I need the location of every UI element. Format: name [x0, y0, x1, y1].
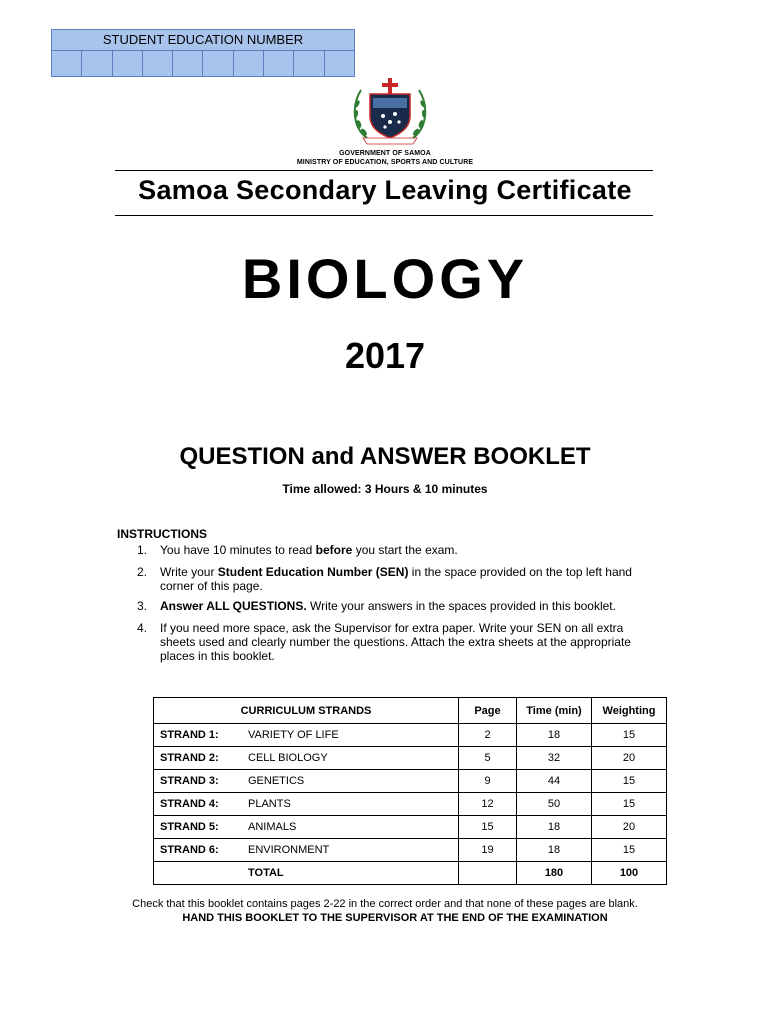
instruction-number: 1.: [137, 543, 148, 557]
strand-time: 44: [517, 770, 592, 793]
strand-name: VARIETY OF LIFE: [245, 724, 459, 747]
total-blank: [154, 862, 246, 885]
strand-page: 12: [459, 793, 517, 816]
subject-title: BIOLOGY: [241, 247, 529, 310]
table-row: [154, 839, 667, 862]
total-page: [459, 862, 517, 885]
strand-label: STRAND 2:: [154, 747, 246, 770]
strand-page: 9: [459, 770, 517, 793]
strand-time: 18: [517, 839, 592, 862]
page-check-note: Check that this booklet contains pages 2-22 in the correct order and that none of these pages are blank.: [132, 898, 638, 910]
table-header-row: [154, 698, 667, 724]
sen-digit-cell[interactable]: [82, 51, 112, 76]
instruction-text: Answer ALL QUESTIONS. Write your answers in the spaces provided in this booklet.: [160, 599, 616, 613]
strand-weighting: 15: [592, 724, 667, 747]
strand-time: 18: [517, 724, 592, 747]
header-weighting: Weighting: [592, 698, 667, 724]
table-row: [154, 816, 667, 839]
total-label: TOTAL: [245, 862, 459, 885]
top-rule: [115, 170, 653, 171]
sen-digit-cell[interactable]: [52, 51, 82, 76]
strand-time: 50: [517, 793, 592, 816]
strand-name: CELL BIOLOGY: [245, 747, 459, 770]
booklet-title: QUESTION and ANSWER BOOKLET: [179, 443, 591, 470]
strand-name: GENETICS: [245, 770, 459, 793]
instruction-number: 4.: [137, 621, 148, 635]
sen-digit-cell[interactable]: [143, 51, 173, 76]
bottom-rule: [115, 215, 653, 216]
sen-cells: [52, 51, 354, 76]
strand-label: STRAND 1:: [154, 724, 246, 747]
header-curriculum-strands: CURRICULUM STRANDS: [154, 698, 459, 724]
strand-weighting: 20: [592, 816, 667, 839]
instruction-number: 3.: [137, 599, 148, 613]
table-total-row: [154, 862, 667, 885]
strand-label: STRAND 5:: [154, 816, 246, 839]
strand-weighting: 15: [592, 770, 667, 793]
samoa-coat-of-arms-emblem-icon: [345, 76, 435, 146]
instruction-text: If you need more space, ask the Supervisor for extra paper. Write your SEN on all extra sheets used and clearly number the questions. Attach the extra sheets at the appropriate places in this booklet.: [160, 621, 631, 663]
time-allowed: Time allowed: 3 Hours & 10 minutes: [282, 482, 488, 496]
strand-page: 15: [459, 816, 517, 839]
total-weighting: 100: [592, 862, 667, 885]
table-row: [154, 747, 667, 770]
sen-digit-cell[interactable]: [203, 51, 233, 76]
strand-label: STRAND 6:: [154, 839, 246, 862]
curriculum-strands-table: [153, 697, 667, 885]
sen-digit-cell[interactable]: [234, 51, 264, 76]
table-row: [154, 793, 667, 816]
strand-name: PLANTS: [245, 793, 459, 816]
strand-label: STRAND 3:: [154, 770, 246, 793]
strand-weighting: 15: [592, 793, 667, 816]
hand-in-note: HAND THIS BOOKLET TO THE SUPERVISOR AT THE END OF THE EXAMINATION: [182, 912, 608, 924]
exam-year: 2017: [344, 335, 426, 376]
instructions-heading: INSTRUCTIONS: [117, 527, 207, 541]
strand-name: ENVIRONMENT: [245, 839, 459, 862]
instruction-number: 2.: [137, 565, 148, 579]
strand-label: STRAND 4:: [154, 793, 246, 816]
sen-box: [51, 29, 355, 77]
table-row: [154, 770, 667, 793]
sen-digit-cell[interactable]: [264, 51, 294, 76]
strand-weighting: 20: [592, 747, 667, 770]
strand-time: 32: [517, 747, 592, 770]
sen-digit-cell[interactable]: [294, 51, 324, 76]
strand-page: 19: [459, 839, 517, 862]
sen-digit-cell[interactable]: [113, 51, 143, 76]
certificate-title: Samoa Secondary Leaving Certificate: [138, 175, 632, 205]
sen-digit-cell[interactable]: [173, 51, 203, 76]
table-row: [154, 724, 667, 747]
header-time: Time (min): [517, 698, 592, 724]
government-line: GOVERNMENT OF SAMOA: [339, 150, 431, 157]
strand-page: 5: [459, 747, 517, 770]
instruction-text: Write your Student Education Number (SEN) in the space provided on the top left hand corner of this page.: [160, 565, 632, 593]
sen-digit-cell[interactable]: [325, 51, 354, 76]
sen-title: STUDENT EDUCATION NUMBER: [52, 30, 354, 51]
ministry-line: MINISTRY OF EDUCATION, SPORTS AND CULTURE: [296, 159, 474, 166]
header-page: Page: [459, 698, 517, 724]
strand-time: 18: [517, 816, 592, 839]
total-time: 180: [517, 862, 592, 885]
strand-page: 2: [459, 724, 517, 747]
instruction-text: You have 10 minutes to read before you start the exam.: [160, 543, 458, 557]
strand-name: ANIMALS: [245, 816, 459, 839]
strand-weighting: 15: [592, 839, 667, 862]
